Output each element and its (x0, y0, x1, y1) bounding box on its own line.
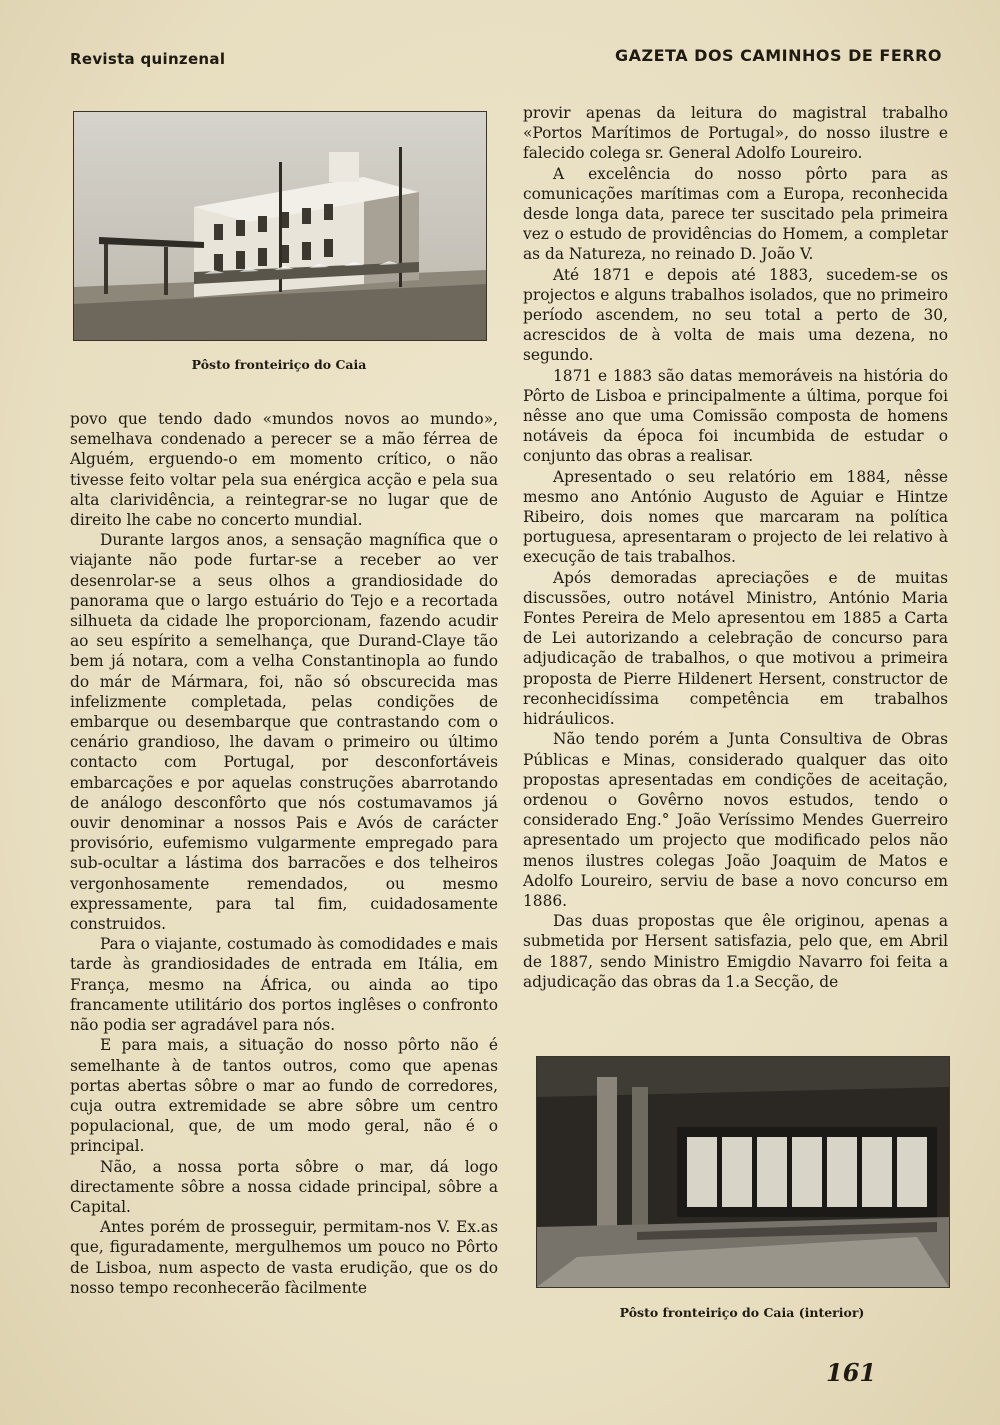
text-column-left (70, 409, 498, 1298)
paragraph: E para mais, a situação do nosso pôrto não é semelhante à de tantos outros, como que apenas portas abertas sôbre o mar ao fundo de corredores, cuja outra extremidade se abre sôbre um centro populacional, que, de um modo geral, não é o principal. (70, 1036, 498, 1156)
paragraph: A excelência do nosso pôrto para as comunicações marítimas com a Europa, reconhecida desde longa data, parece ter suscitado pela primeira vez o estudo de providências do Homem, a completar as da Natureza, no reinado D. João V. (523, 164, 948, 264)
paragraph: Não, a nossa porta sôbre o mar, dá logo directamente sôbre a nossa cidade principal, sôbre a Capital. (70, 1157, 498, 1216)
figure-caption: Pôsto fronteiriço do Caia (interior) (619, 1305, 865, 1320)
paragraph: Para o viajante, costumado às comodidades e mais tarde às grandiosidades de entrada em Itália, em França, mesmo na África, ou ainda ao tipo francamente utilitário dos portos inglêses o confronto não podia ser agradável para nós. (70, 935, 498, 1035)
paragraph: Não tendo porém a Junta Consultiva de Obras Públicas e Minas, considerado qualquer das oito propostas apresentadas em condições de aceitação, ordenou o Govêrno novos estudos, tendo o considerado Eng.° João Veríssimo Mendes Guerreiro apresentado um projecto que modificado pelos não menos ilustres colegas João Joaquim de Matos e Adolfo Loureiro, serviu de base a novo concurso em 1886. (523, 730, 948, 910)
running-header-left: Revista quinzenal (70, 50, 226, 68)
paragraph: Durante largos anos, a sensação magnífica que o viajante não pode furtar-se a receber ao ver desenrolar-se a seus olhos a grandiosidade do panorama que o largo estuário do Tejo e a recortada silhueta da cidade lhe proporcionam, fazendo acudir ao seu espírito a semelhança, que Durand-Claye tão bem já notara, com a velha Constantinopla ao fundo do már de Mármara, foi, não só obscurecida mas infelizmente completada, pelas condições de embarque ou desembarque que contrastando com o cenário grandioso, lhe davam o primeiro ou último contacto com Portugal, por desconfortáveis embarcações e por aquelas construções abarrotando de análogo desconfôrto que nós costumavamos já ouvir denominar a nossos Pais e Avós de carácter provisório, eufemismo vulgarmente empregado para sub-ocultar a lástima dos barracões e dos telheiros vergonhosamente remendados, ou mesmo expressamente, para tal fim, cuidadosamente construidos. (70, 531, 498, 934)
paragraph: Após demoradas apreciações e de muitas discussões, outro notável Ministro, António Maria Fontes Pereira de Melo apresentou em 1885 a Carta de Lei autorizando a celebração de concurso para adjudicação de trabalhos, o que motivou a primeira proposta de Pierre Hildenert Hersent, constructor de reconhecidíssima competência em trabalhos hidráulicos. (523, 568, 948, 729)
paragraph: povo que tendo dado «mundos novos ao mundo», semelhava condenado a perecer se a mão férrea de Alguém, erguendo-o em momento crítico, o não tivesse feito voltar pela sua enérgica acção e pela sua alta clarividência, a reintegrar-se no lugar que de direito lhe cabe no concerto mundial. (70, 410, 498, 530)
running-header-right: GAZETA DOS CAMINHOS DE FERRO (614, 46, 942, 65)
text-column-right (523, 103, 948, 992)
paragraph: Antes porém de prosseguir, permitam-nos V. Ex.as que, figuradamente, mergulhemos um pouco no Pôrto de Lisboa, num aspecto de vasta erudição, que os do nosso tempo reconhecerão fàcilmente (70, 1218, 498, 1297)
interior-photo (536, 1056, 950, 1288)
paragraph: Apresentado o seu relatório em 1884, nêsse mesmo ano António Augusto de Aguiar e Hintze Ribeiro, dois nomes que marcaram na política portuguesa, apresentaram o projecto de lei relativo à execução de tais trabalhos. (523, 467, 948, 567)
paragraph: Até 1871 e depois até 1883, sucedem-se os projectos e alguns trabalhos isolados, que no primeiro período ascendem, no seu total a perto de 30, acrescidos de à volta de mais uma dezena, no segundo. (523, 265, 948, 365)
building-photo (73, 111, 487, 341)
figure-caption: Pôsto fronteiriço do Caia (191, 357, 367, 372)
paragraph: provir apenas da leitura do magistral trabalho «Portos Marítimos de Portugal», do nosso ilustre e falecido colega sr. General Adolfo Loureiro. (523, 104, 948, 163)
paragraph: 1871 e 1883 são datas memoráveis na história do Pôrto de Lisboa e principalmente a última, porque foi nêsse ano que uma Comissão composta de homens notáveis da época foi incumbida de estudar o conjunto das obras a realisar. (523, 366, 948, 466)
page-number: 161 (826, 1358, 877, 1387)
paragraph: Das duas propostas que êle originou, apenas a submetida por Hersent satisfazia, pelo que, em Abril de 1887, sendo Ministro Emigdio Navarro foi feita a adjudicação das obras da 1.a Secção, de (523, 912, 948, 991)
